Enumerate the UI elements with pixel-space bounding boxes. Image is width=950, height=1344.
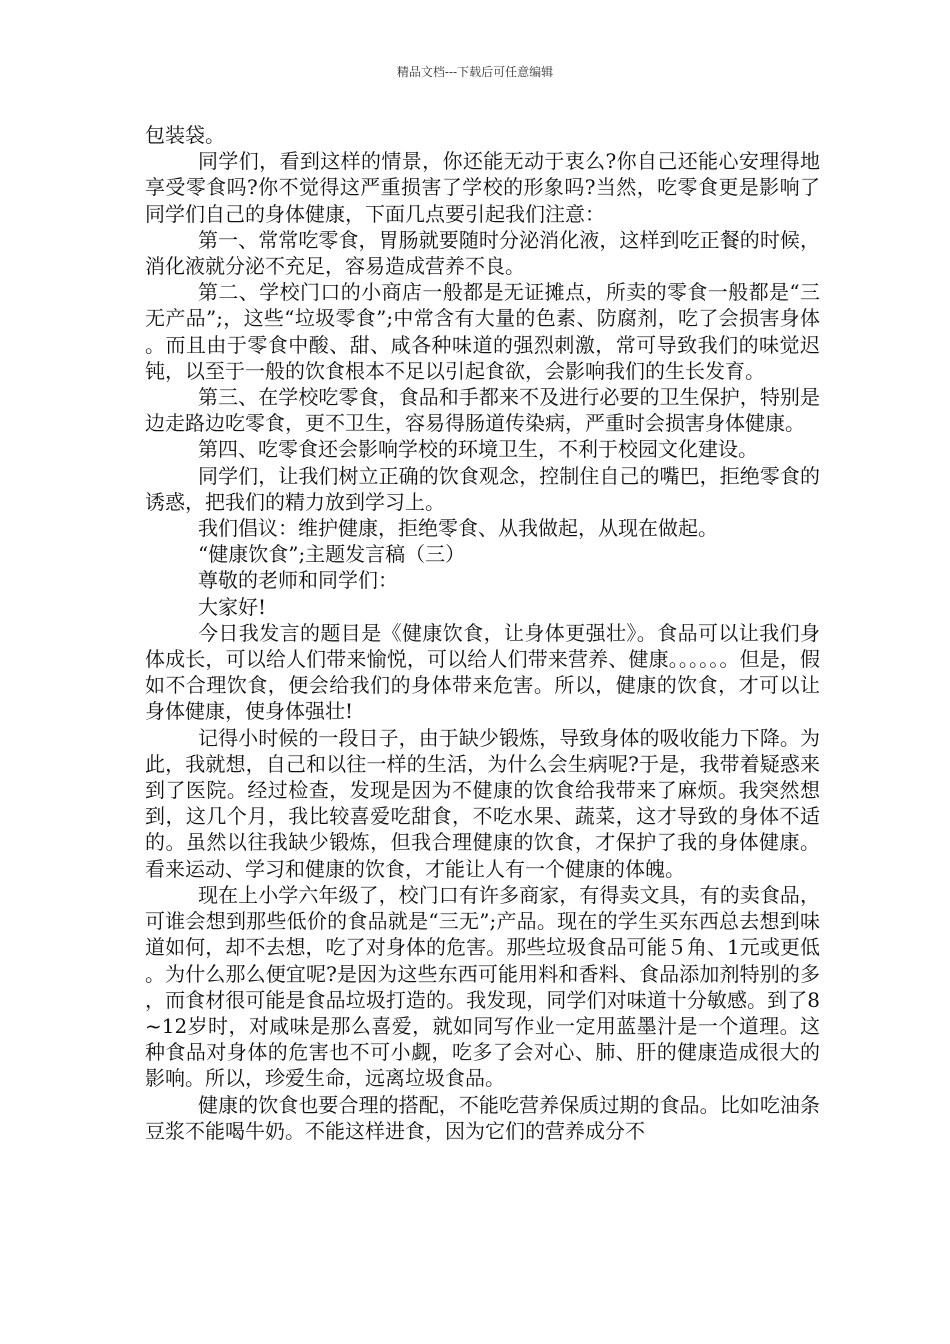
paragraph-12: 今日我发言的题目是《健康饮食，让身体更强壮》。食品可以让我们身体成长，可以给人们带来愉悦，可以给人们带来营养、健康。。。。。。但是，假如不合理饮食，便会给我们的身体带来危害。所以，健康的饮食，才可以让身体健康，使身体强壮! bbox=[145, 620, 820, 724]
paragraph-15: 健康的饮食也要合理的搭配，不能吃营养保质过期的食品。比如吃油条豆浆不能喝牛奶。不能这样进食，因为它们的营养成分不 bbox=[145, 1092, 820, 1143]
salutation: 尊敬的老师和同学们： bbox=[198, 568, 398, 593]
section-title: “健康饮食”;主题发言稿（三） bbox=[198, 542, 466, 567]
document-body bbox=[145, 122, 820, 1144]
paragraph-14: 现在上小学六年级了，校门口有许多商家，有得卖文具，有的卖食品，可谁会想到那些低价的食品就是“三无”;产品。现在的学生买东西总去想到味道如何，却不去想，吃了对身体的危害。那些垃圾食品可能５角、1元或更低。为什么那么便宜呢?是因为这些东西可能用料和香料、食品添加剂特别的多，而食材很可能是食品垃圾打造的。我发现，同学们对味道十分敏感。到了8~12岁时，对咸味是那么喜爱，就如同写作业一定用蓝墨汁是一个道理。这种食品对身体的危害也不可小觑，吃多了会对心、肺、肝的健康造成很大的影响。所以，珍爱生命，远离垃圾食品。 bbox=[145, 882, 820, 1091]
paragraph-7: 同学们，让我们树立正确的饮食观念，控制住自己的嘴巴，拒绝零食的诱惑，把我们的精力放到学习上。 bbox=[145, 463, 820, 514]
paragraph-1: 包装袋。 bbox=[145, 123, 225, 147]
paragraph-5: 第三、在学校吃零食，食品和手都来不及进行必要的卫生保护，特别是边走路边吃零食，更不卫生，容易得肠道传染病，严重时会损害身体健康。 bbox=[145, 385, 820, 436]
paragraph-2: 同学们，看到这样的情景，你还能无动于衷么?你自己还能心安理得地享受零食吗?你不觉得这严重损害了学校的形象吗?当然，吃零食更是影响了同学们自己的身体健康，下面几点要引起我们注意： bbox=[145, 149, 820, 226]
page-header: 精品文档---下载后可任意编辑 bbox=[396, 65, 554, 79]
greeting: 大家好! bbox=[198, 594, 267, 619]
paragraph-6: 第四、吃零食还会影响学校的环境卫生，不利于校园文化建设。 bbox=[198, 437, 758, 462]
paragraph-13: 记得小时候的一段日子，由于缺少锻炼，导致身体的吸收能力下降。为此，我就想，自己和以往一样的生活，为什么会生病呢?于是，我带着疑惑来到了医院。经过检查，发现是因为不健康的饮食给我带来了麻烦。我突然想到，这几个月，我比较喜爱吃甜食，不吃水果、蔬菜，这才导致的身体不适的。虽然以往我缺少锻炼，但我合理健康的饮食，才保护了我的身体健康。看来运动、学习和健康的饮食，才能让人有一个健康的体魄。 bbox=[145, 725, 820, 881]
paragraph-4: 第二、学校门口的小商店一般都是无证摊点，所卖的零食一般都是“三无产品”;，这些“垃圾零食”;中常含有大量的色素、防腐剂，吃了会损害身体。而且由于零食中酸、甜、咸各种味道的强烈刺激，常可导致我们的味觉迟钝，以至于一般的饮食根本不足以引起食欲，会影响我们的生长发育。 bbox=[145, 280, 820, 383]
paragraph-8: 我们倡议：维护健康，拒绝零食、从我做起，从现在做起。 bbox=[198, 516, 718, 541]
paragraph-3: 第一、常常吃零食，胃肠就要随时分泌消化液，这样到吃正餐的时候，消化液就分泌不充足，容易造成营养不良。 bbox=[145, 227, 820, 279]
